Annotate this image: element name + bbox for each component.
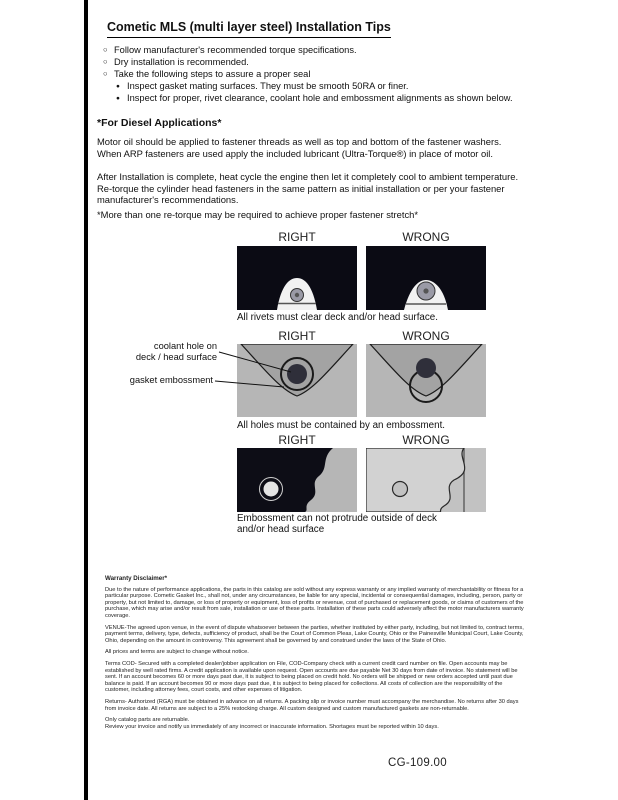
warranty-paragraph-only: Only catalog parts are returnable.	[105, 717, 190, 724]
protrusion-wrong-figure	[366, 448, 486, 512]
rivet-wrong-figure	[366, 246, 486, 310]
gasket-embossment-label: gasket embossment	[129, 375, 213, 385]
rivet-touching-image	[366, 246, 486, 310]
heat-cycle-paragraph: After Installation is complete, heat cycle the engine then let it completely cool to ambient temperature. Re-torque the cylinder head fasteners in the same pattern as initial installation or per your fastener manufacturer's recommendations.	[97, 171, 519, 206]
tip-text: Inspect gasket mating surfaces. They must be smooth 50RA or finer.	[127, 81, 409, 92]
rivet-right-figure	[237, 246, 357, 310]
row3-wrong-header: WRONG	[402, 433, 450, 447]
tip-text: Take the following steps to assure a proper seal	[114, 69, 311, 80]
page-title: Cometic MLS (multi layer steel) Installation Tips	[107, 20, 391, 38]
embossment-protruding-image	[366, 448, 486, 512]
tip-sub-item	[116, 92, 543, 104]
warranty-paragraph-due: Due to the nature of performance applications, the parts in this catalog are sold without any express warranty or any implied warranty of merchantability or fitness for a particular purpose. Cometic Gasket Inc., shall not, under any circumstances, be liable for any special, incidental or consequential damages, including, person, party or property, but not limited to, damage, or loss of property or equipment, loss of profits or revenue, cost of purchased or replacement goods, or claims of customers of the purchase, which may arise and/or result from sale, installation or use of these parts. Installation of these parts could adversely affect the motor manufacturers warranty coverage.	[105, 586, 524, 619]
row2-wrong-header: WRONG	[402, 329, 450, 343]
embossment-right-figure	[237, 344, 357, 417]
warranty-paragraph-venue: VENUE-The agreed upon venue, in the event of dispute whatsoever between the parties, whether instituted by either party, including, but not limited to, contract terms, payment terms, delivery, type, defects, sufficiency of product, shall be the Court of Common Pleas, Lake County, Ohio or the Painesville Municipal Court, Lake County, Ohio, depending on the amount in controversy. This agreement shall be governed by and construed under the laws of the State of Ohio.	[105, 624, 524, 644]
installation-tips-list	[103, 44, 543, 104]
tip-text: Inspect for proper, rivet clearance, coolant hole and embossment alignments as shown below.	[127, 93, 513, 104]
row3-right-header: RIGHT	[278, 433, 316, 447]
coolant-hole-label-line2: deck / head surface	[135, 351, 217, 362]
left-margin-rule	[84, 0, 88, 800]
row1-wrong-header: WRONG	[402, 230, 450, 244]
warranty-paragraph-review: Review your invoice and notify us immediately of any incorrect or inaccurate information. Shortages must be reported within 10 days.	[105, 723, 439, 730]
tip-sub-item	[116, 80, 543, 92]
page-code: CG-109.00	[388, 757, 447, 769]
rivet-clear-image	[237, 246, 357, 310]
retorque-note: *More than one re-torque may be required to achieve proper fastener stretch*	[97, 209, 419, 220]
tip-item	[103, 44, 543, 56]
hole-contained-image	[237, 344, 357, 417]
row3-caption-line1: Embossment can not protrude outside of deck	[237, 513, 437, 524]
row2-caption: All holes must be contained by an embossment.	[237, 420, 446, 431]
warranty-paragraph-prices: All prices and terms are subject to change without notice.	[105, 649, 249, 656]
tip-item	[103, 56, 543, 68]
warranty-paragraph-returns: Returns- Authorized (RGA) must be obtained in advance on all returns. A packing slip or invoice number must accompany the merchandise. No returns after 30 days from invoice date. All returns are subject to a 25% restocking charge. All custom designed and custom manufactured gaskets are non-returnable.	[105, 698, 519, 712]
row1-caption: All rivets must clear deck and/or head surface.	[237, 312, 438, 323]
row2-right-header: RIGHT	[278, 329, 316, 343]
embossment-inside-image	[237, 448, 357, 512]
warranty-heading: Warranty Disclaimer*	[105, 575, 168, 582]
diesel-oil-paragraph: Motor oil should be applied to fastener threads as well as top and bottom of the fastener washers. When ARP fasteners are used apply the included lubricant (Ultra-Torque®) in place of motor oil.	[97, 136, 502, 159]
row1-right-header: RIGHT	[278, 230, 316, 244]
coolant-hole-label	[125, 341, 217, 362]
hole-not-contained-image	[366, 344, 486, 417]
diesel-applications-heading: *For Diesel Applications*	[97, 117, 222, 129]
tip-text: Follow manufacturer's recommended torque specifications.	[114, 45, 357, 55]
warranty-paragraph-terms: Terms COD- Secured with a completed dealer/jobber application on File, COD-Company check with a current credit card number on file. Open accounts may be established by well rated firms. A credit application is available upon request. Open accounts are due payable Net 30 days from date of invoice. No statement will be sent. If an account becomes 60 or more days past due, it is subject to being placed on credit hold. No orders will be shipped or new orders accepted until past due balance is paid. If an account becomes 90 or more days past due, it is subject to being placed for collections. All costs of collection are the responsibility of the customer, including attorney fees, court costs, and other expenses of litigation.	[105, 660, 518, 694]
protrusion-right-figure	[237, 448, 357, 512]
row3-caption-line2: and/or head surface	[237, 524, 325, 535]
warranty-disclaimer-section	[105, 576, 525, 735]
coolant-hole-label-line1: coolant hole on	[153, 341, 217, 351]
tip-item	[103, 68, 543, 80]
embossment-wrong-figure	[366, 344, 486, 417]
tip-text: Dry installation is recommended.	[114, 57, 249, 68]
